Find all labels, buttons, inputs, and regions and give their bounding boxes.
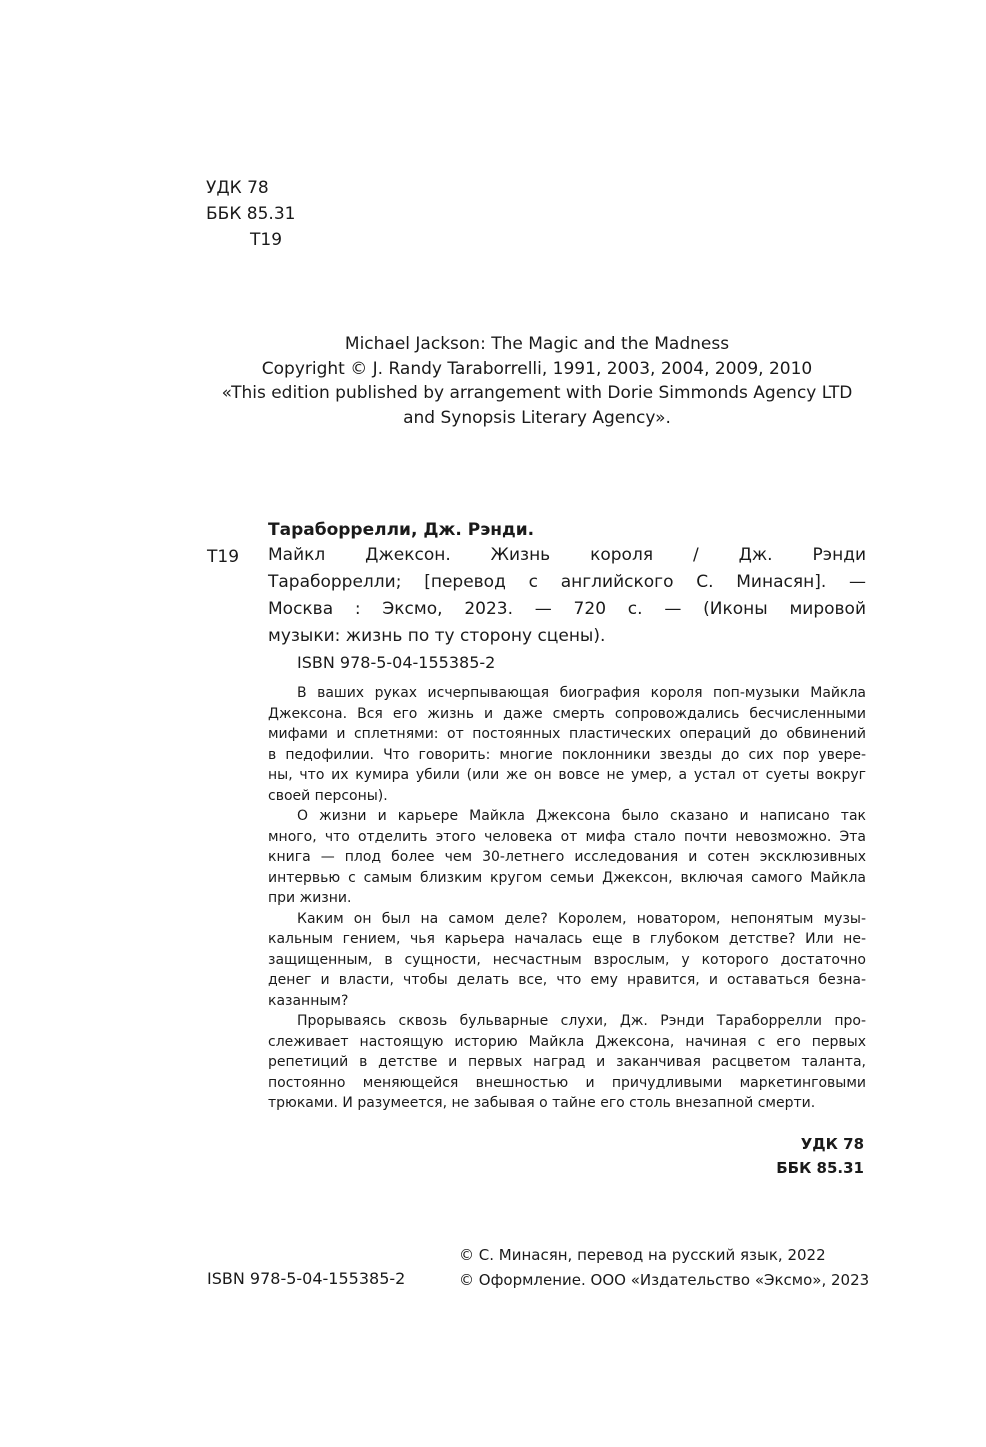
author-mark: Т19	[250, 230, 283, 250]
annotation-line: О жизни и карьере Майкла Джексона было сказано и написано так	[297, 808, 866, 824]
annotation-line: при жизни.	[268, 890, 352, 906]
isbn: ISBN 978-5-04-155385-2	[297, 653, 496, 672]
description-line: Майкл Джексон. Жизнь короля / Дж. Рэнди	[268, 545, 866, 565]
annotation-line: репетиций в детстве и первых наград и заканчивая расцветом таланта,	[268, 1054, 866, 1070]
udk-code: УДК 78	[206, 178, 269, 198]
bbk-code: ББК 85.31	[206, 204, 296, 224]
annotation-line: интервью с самым близким кругом семьи Джексон, включая самого Майкла	[268, 869, 866, 886]
classification-block-bottom	[776, 1132, 864, 1180]
annotation-line: своей персоны).	[268, 787, 388, 804]
bibliographic-code: Т19	[207, 547, 240, 567]
footer-copyrights	[459, 1243, 869, 1293]
annotation-line: кальным гением, чья карьера началась еще в глубоком детстве? Или не-	[268, 931, 866, 947]
design-copyright: © Оформление. ООО «Издательство «Эксмо», 2023	[459, 1271, 870, 1289]
annotation-line: Каким он был на самом деле? Королем, новатором, непонятым музы-	[297, 910, 866, 927]
bbk-code-bottom: ББК 85.31	[776, 1159, 864, 1177]
original-copyright: Copyright © J. Randy Taraborrelli, 1991, 2003, 2004, 2009, 2010	[261, 358, 813, 379]
annotation-line: слеживает настоящую историю Майкла Джексона, начиная с его первых	[268, 1033, 866, 1050]
annotation-line: денег и власти, чтобы делать все, что ему нравится, и оставаться безна-	[268, 972, 866, 988]
arrangement-line-2: and Synopsis Literary Agency».	[403, 407, 671, 428]
annotation-line: много, что отделить этого человека от мифа стало почти невозможно. Эта	[268, 828, 866, 845]
annotation-line: постоянно меняющейся внешностью и причудливыми маркетинговыми	[268, 1074, 866, 1091]
arrangement-line-1: «This edition published by arrangement with Dorie Simmonds Agency LTD	[221, 383, 853, 403]
annotation-line: казанным?	[268, 992, 349, 1009]
annotation-line: мифами и сплетнями: от постоянных пластических операций до обвинений	[268, 726, 866, 742]
bibliographic-author: Тараборрелли, Дж. Рэнди.	[268, 520, 535, 540]
annotation-line: В ваших руках исчерпывающая биография короля поп-музыки Майкла	[297, 685, 866, 701]
description-line: музыки: жизнь по ту сторону сцены).	[268, 626, 606, 646]
annotation-line: трюками. И разумеется, не забывая о тайне его столь внезапной смерти.	[268, 1095, 816, 1111]
annotation-line: Джексона. Вся его жизнь и даже смерть сопровождались бесчисленными	[268, 705, 866, 722]
original-edition-notice	[150, 332, 924, 430]
description-line: Москва : Эксмо, 2023. — 720 с. — (Иконы мировой	[268, 599, 866, 619]
original-title: Michael Jackson: The Magic and the Madness	[344, 334, 730, 354]
bibliographic-description	[268, 542, 866, 650]
annotation-line: книга — плод более чем 30-летнего исследования и сотен эксклюзивных	[268, 849, 866, 865]
translation-copyright: © С. Минасян, перевод на русский язык, 2022	[459, 1246, 826, 1264]
annotation	[268, 683, 866, 1114]
annotation-line: ны, что их кумира убили (или же он вовсе не умер, а устал от суеты вокруг	[268, 767, 866, 783]
footer-isbn: ISBN 978-5-04-155385-2	[207, 1269, 406, 1288]
udk-code-bottom: УДК 78	[800, 1135, 864, 1153]
annotation-line: защищенным, в сущности, несчастным взрослым, у которого достаточно	[268, 951, 866, 968]
classification-block	[206, 175, 295, 253]
annotation-line: Прорываясь сквозь бульварные слухи, Дж. Рэнди Тараборрелли про-	[297, 1013, 866, 1029]
annotation-line: в педофилии. Что говорить: многие поклонники звезды до сих пор увере-	[268, 746, 866, 763]
description-line: Тараборрелли; [перевод с английского С. Минасян]. —	[268, 572, 866, 592]
